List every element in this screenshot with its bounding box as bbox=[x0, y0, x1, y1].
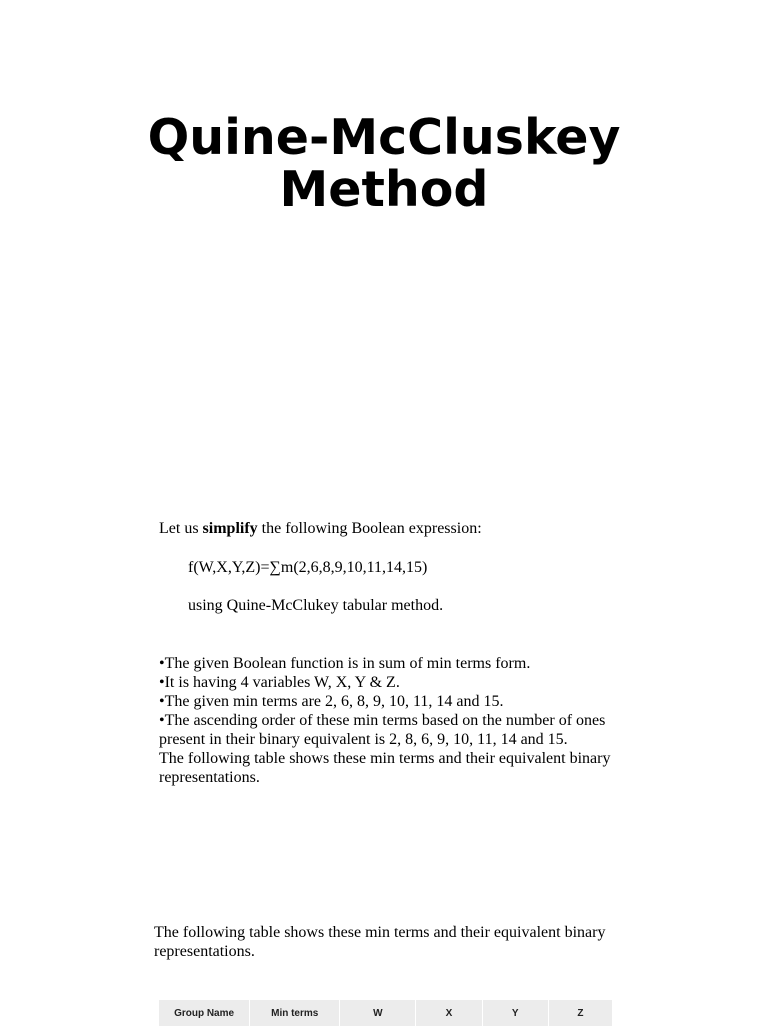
method-text: using Quine-McClukey tabular method. bbox=[188, 597, 444, 614]
table-header-row bbox=[159, 1000, 612, 1026]
bullet-item: •The given Boolean function is in sum of min terms form. bbox=[159, 655, 531, 672]
bullet-list bbox=[159, 654, 629, 787]
header-w: W bbox=[340, 1000, 416, 1026]
bullet-item: •The given min terms are 2, 6, 8, 9, 10, 11, 14 and 15. bbox=[159, 693, 504, 710]
bullet-item: •The ascending order of these min terms based on the number of ones present in their binary equivalent is 2, 8, 6, 9, 10, 11, 14 and 15. bbox=[159, 712, 606, 748]
header-group-name: Group Name bbox=[159, 1000, 250, 1026]
intro-bold-word: simplify bbox=[202, 520, 258, 537]
intro-prefix: Let us bbox=[159, 520, 203, 537]
intro-paragraph bbox=[159, 519, 629, 538]
header-x: X bbox=[416, 1000, 482, 1026]
min-terms-table bbox=[159, 1000, 612, 1026]
bullet-item: •It is having 4 variables W, X, Y & Z. bbox=[159, 674, 400, 691]
header-min-terms: Min terms bbox=[250, 1000, 340, 1026]
header-z: Z bbox=[548, 1000, 612, 1026]
header-y: Y bbox=[482, 1000, 548, 1026]
title-line-2: Method bbox=[279, 161, 489, 218]
table-intro-paragraph: The following table shows these min terms and their equivalent binary representations. bbox=[154, 924, 606, 960]
intro-suffix: the following Boolean expression: bbox=[257, 520, 482, 537]
bullet-item: The following table shows these min terms and their equivalent binary representations. bbox=[159, 750, 611, 786]
title-line-1: Quine-McCluskey bbox=[147, 109, 621, 166]
page-title bbox=[0, 109, 768, 218]
boolean-formula: f(W,X,Y,Z)=∑m(2,6,8,9,10,11,14,15) bbox=[188, 559, 428, 576]
